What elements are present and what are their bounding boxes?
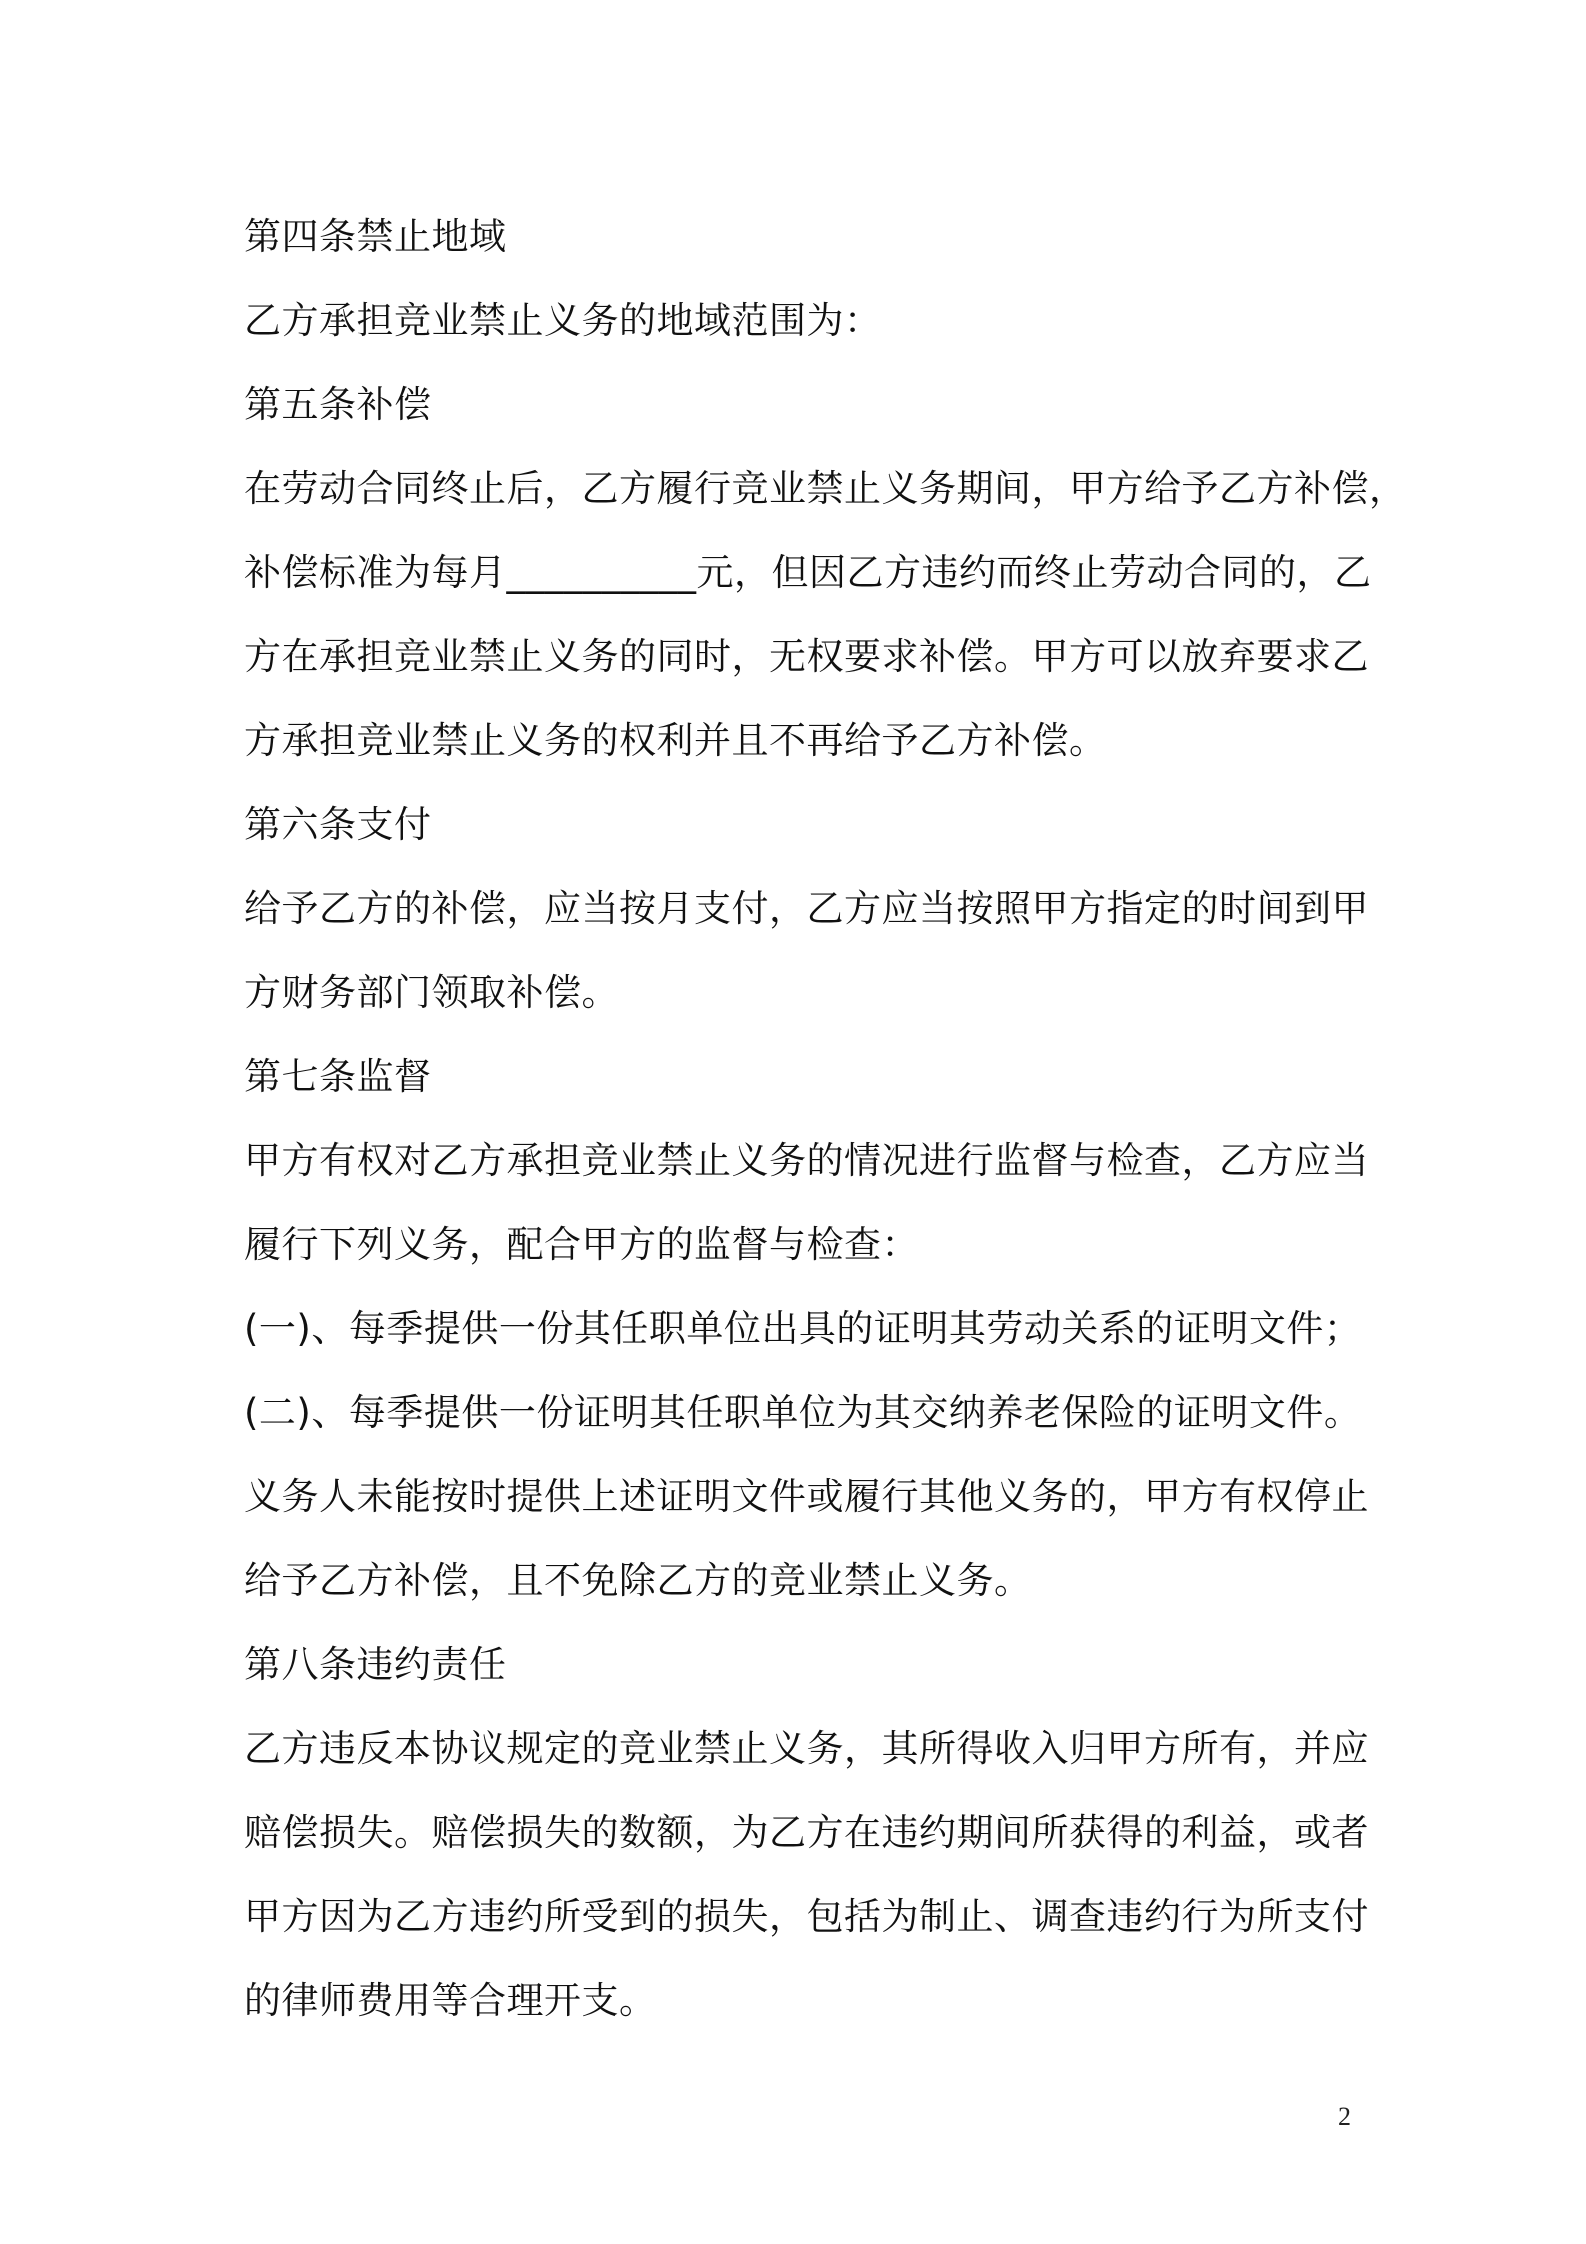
article-7-item-2: (二)、每季提供一份证明其任职单位为其交纳养老保险的证明文件。	[244, 1391, 1362, 1434]
article-5-text-line: 补偿标准为每月__________元，但因乙方违约而终止劳动合同的，乙	[244, 551, 1372, 594]
article-8-text-line: 乙方违反本协议规定的竞业禁止义务，其所得收入归甲方所有，并应	[244, 1727, 1369, 1770]
article-6-text-line: 方财务部门领取补偿。	[244, 971, 619, 1014]
document-body	[244, 195, 1407, 2043]
article-5-text-line: 方在承担竞业禁止义务的同时，无权要求补偿。甲方可以放弃要求乙	[244, 635, 1369, 678]
article-4-text: 乙方承担竞业禁止义务的地域范围为：	[244, 299, 882, 342]
article-7-text-line: 履行下列义务，配合甲方的监督与检查：	[244, 1223, 919, 1266]
article-7-text-line: 给予乙方补偿，且不免除乙方的竞业禁止义务。	[244, 1559, 1032, 1602]
article-8-heading: 第八条违约责任	[244, 1643, 507, 1686]
article-6-heading: 第六条支付	[244, 803, 432, 846]
article-7-item-1: (一)、每季提供一份其任职单位出具的证明其劳动关系的证明文件；	[244, 1307, 1362, 1350]
article-8-text-line: 甲方因为乙方违约所受到的损失，包括为制止、调查违约行为所支付	[244, 1895, 1369, 1938]
article-5-text-line: 在劳动合同终止后，乙方履行竞业禁止义务期间，甲方给予乙方补偿，	[244, 467, 1407, 510]
article-5-text-line: 方承担竞业禁止义务的权利并且不再给予乙方补偿。	[244, 719, 1107, 762]
article-6-text-line: 给予乙方的补偿，应当按月支付，乙方应当按照甲方指定的时间到甲	[244, 887, 1369, 930]
article-7-text-line: 义务人未能按时提供上述证明文件或履行其他义务的，甲方有权停止	[244, 1475, 1369, 1518]
article-7-heading: 第七条监督	[244, 1055, 432, 1098]
article-4-heading: 第四条禁止地域	[244, 215, 507, 258]
page-number: 2	[1338, 2102, 1351, 2131]
article-8-text-line: 赔偿损失。赔偿损失的数额，为乙方在违约期间所获得的利益，或者	[244, 1811, 1369, 1854]
article-8-text-line: 的律师费用等合理开支。	[244, 1979, 657, 2022]
article-7-text-line: 甲方有权对乙方承担竞业禁止义务的情况进行监督与检查，乙方应当	[244, 1139, 1369, 1182]
article-5-heading: 第五条补偿	[244, 383, 432, 426]
